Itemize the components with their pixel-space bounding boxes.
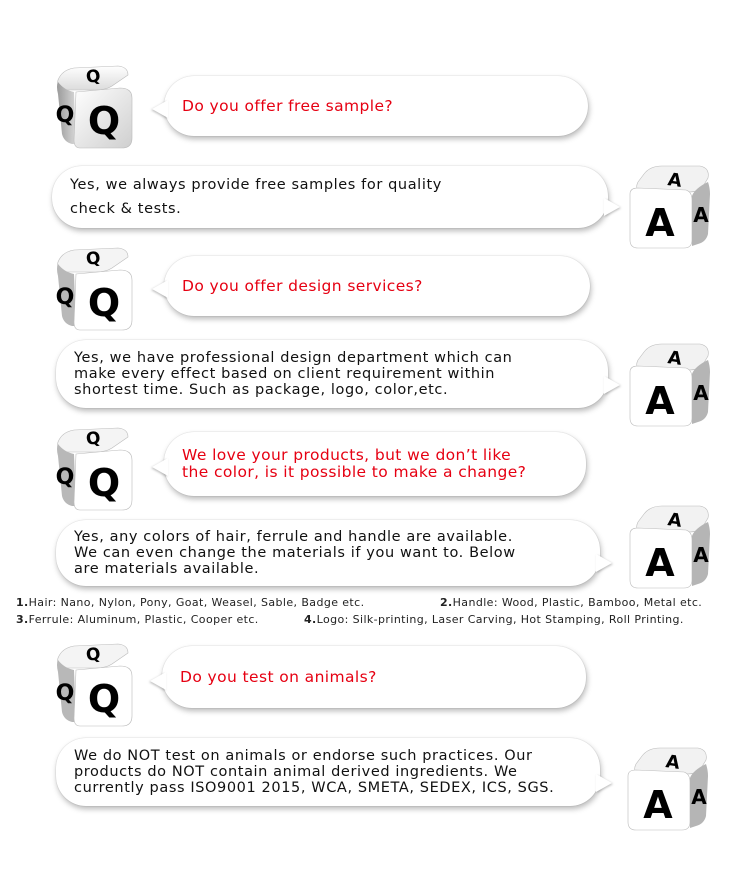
answer-bubble [56,520,600,586]
question-text: Do you offer free sample? [182,96,394,115]
svg-text:Q: Q [84,428,102,450]
svg-text:A: A [693,543,709,567]
cube-letter-a: A [645,379,675,423]
q-dice-icon [48,638,140,730]
svg-text:Q: Q [84,644,102,666]
question-text: Do you offer design services? [182,276,423,295]
materials-item-hair [16,596,365,609]
cube-letter-a: A [645,541,675,585]
svg-text:A: A [666,509,684,532]
cube-letter-a: A [643,783,673,827]
materials-text: Handle: Wood, Plastic, Bamboo, Metal etc. [452,596,703,609]
answer-bubble [56,738,600,806]
materials-number: 3. [16,613,29,626]
materials-number: 1. [16,596,29,609]
cube-letter-q: Q [87,99,121,143]
materials-text: Hair: Nano, Nylon, Pony, Goat, Weasel, Sable, Badge etc. [28,596,365,609]
materials-number: 4. [304,613,317,626]
svg-text:Q: Q [84,66,102,88]
a-dice-icon [622,160,714,252]
materials-item-handle [440,596,702,609]
cube-letter-q: Q [87,677,121,721]
question-bubble [164,256,590,316]
q-dice-icon [48,242,140,334]
svg-text:Q: Q [84,248,102,270]
question-text: We love your products, but we don’t like the color, is it possible to make a change? [182,446,527,481]
cube-letter-q: Q [87,281,121,325]
question-bubble [164,432,586,496]
answer-text: Yes, we always provide free samples for quality check & tests. [70,177,442,217]
answer-text: We do NOT test on animals or endorse such practices. Our products do NOT contain animal derived ingredients. We currently pass ISO9001 2015, WCA, SMETA, SEDEX, ICS, SGS. [74,748,555,796]
cube-letter-a: A [645,201,675,245]
answer-text: Yes, any colors of hair, ferrule and handle are available. We can even change the materials if you want to. Below are materials available. [74,529,516,577]
answer-bubble [56,340,608,408]
svg-text:Q: Q [55,681,75,706]
svg-text:A: A [664,751,682,774]
materials-number: 2. [440,596,453,609]
materials-text: Logo: Silk-printing, Laser Carving, Hot Stamping, Roll Printing. [316,613,684,626]
materials-item-logo [304,613,684,626]
a-dice-icon [622,500,714,592]
svg-text:A: A [693,381,709,405]
svg-text:Q: Q [55,103,75,128]
cube-letter-q: Q [87,461,121,505]
svg-text:A: A [666,169,684,192]
svg-text:A: A [666,347,684,370]
question-bubble [164,76,588,136]
svg-text:Q: Q [55,465,75,490]
materials-text: Ferrule: Aluminum, Plastic, Cooper etc. [28,613,259,626]
q-dice-icon [48,60,140,152]
question-text: Do you test on animals? [180,667,377,686]
materials-item-ferrule [16,613,259,626]
svg-text:A: A [691,785,707,809]
answer-bubble [52,166,608,228]
q-dice-icon [48,422,140,514]
svg-text:Q: Q [55,285,75,310]
answer-text: Yes, we have professional design department which can make every effect based on client requirement within shortest time. Such as package, logo, color,etc. [74,350,513,398]
svg-text:A: A [693,203,709,227]
a-dice-icon [620,742,712,834]
question-bubble [162,646,586,708]
a-dice-icon [622,338,714,430]
